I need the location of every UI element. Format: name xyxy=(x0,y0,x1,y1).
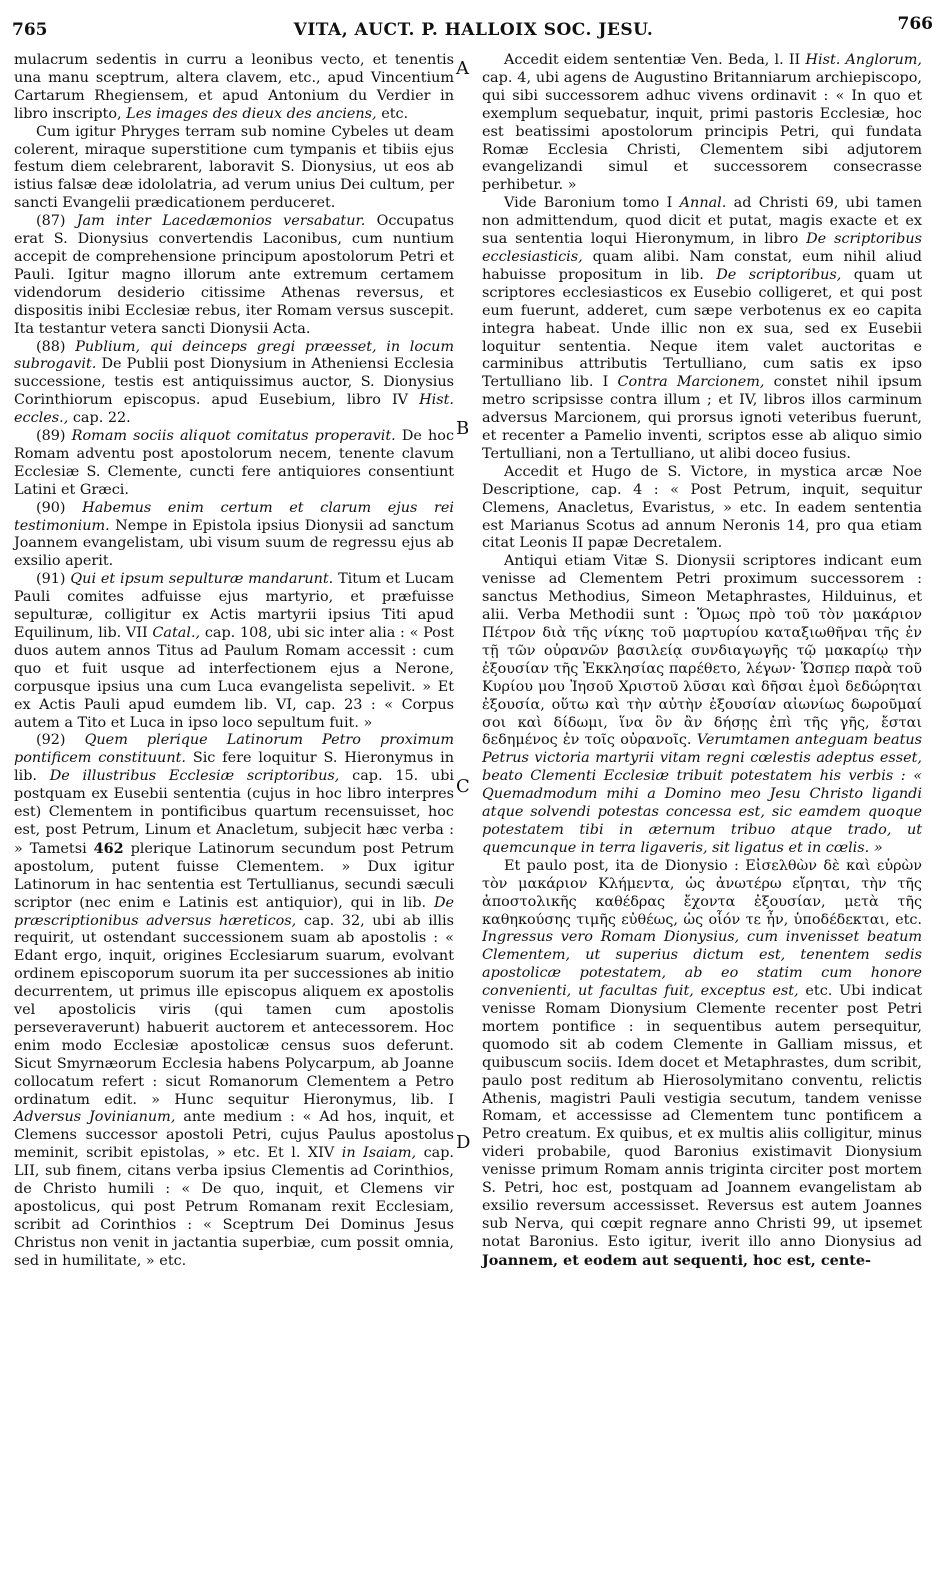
note-90: (90) Habemus enim certum et clarum ejus rei testimonium. Nempe in Epistola ipsius Dionysii ad sanctum Joannem evangelistam, ubi visum suum de regressu ejus ab exsilio aperit. xyxy=(14,499,454,570)
greek-quotation: Ὅμως πρὸ τοῦ τὸν μακάριον Πέτρον διὰ τῆς νίκης τοῦ μαρτυρίου καταξιωθῆναι τῆς ἐν τῇ τῶν οὐρανῶν βασιλείᾳ συνδιαγωγῆς τῷ μακαρίῳ τὴν ἐξουσίαν τῆς Ἐκκλησίας παρέθετο, λέγων· Ὥσπερ παρὰ τοῦ Κυρίου μου Ἰησοῦ Χριστοῦ λῦσαι καὶ δῆσαι ἐμοὶ δεδώρηται ἐξουσία, οὕτω καὶ τὴν αὐτὴν ἐξουσίαν αἰωνίως δωροῦμαί σοι καὶ δίδωμι, ἵνα ὃν ἂν δήσῃς ἐπὶ τῆς γῆς, ἔσται δεδημένος ἐν τοῖς οὐρανοῖς. xyxy=(482,607,923,749)
margin-letter-c: C xyxy=(456,776,470,797)
page-number-left: 765 xyxy=(12,20,48,40)
paragraph: Et paulo post, ita de Dionysio : Εἰσελθὼν δὲ καὶ εὑρὼν τὸν μακάριον Κλήμεντα, ὡς ἀνωτέρω εἴρηται, τὴν τῆς ἀποστολικῆς καθέδρας ἔχοντα ἐξουσίαν, μετὰ τῆς καθηκούσης τιμῆς εὐθέως, ὡς οἷόν τε ἦν, ὑποδέδεκται, etc. Ingressus vero Romam Dionysius, cum invenisset beatum Clementem, ut superius dictum est, tenentem sedis apostolicæ potestatem, ab eo statim cum honore convenienti, ut facultas fuit, exceptus est, etc. Ubi indicat venisse Romam Dionysium Clemente recenter post Petri mortem pontifice : in sequentibus autem persequitur, quomodo sit ab codem Clemente in Galliam missus, et quibuscum sociis. Idem docet et Metaphrastes, dum scribit, paulo post reditum ab Hierosolymitano conventu, relictis Athenis, magistri Pauli vestigia secutum, tandem venisse Romam, et accessisse ad Clementem tunc pontificem a Petro creatum. Ex quibus, et ex multis aliis colligitur, minus videri probabile, quod Baronius existimavit Dionysium venisse primum Romam annis triginta circiter post mortem S. Petri, hoc est, postquam ad Joannem evangelistam ab exsilio reversum accessisset. Reversus est autem Joannes sub Nerva, qui cœpit regnare anno Christi 99, ut ipsemet notat Baronius. Esto igitur, iverit illo anno Dionysius ad Joannem, et eodem aut sequenti, hoc est, cente- xyxy=(482,857,923,1269)
paragraph: Antiqui etiam Vitæ S. Dionysii scriptores indicant eum venisse ad Clementem Petri proximum successorem : sanctus Methodius, Simeon Metaphrastes, Hilduinus, et alii. Verba Methodii sunt : Ὅμως πρὸ τοῦ τὸν μακάριον Πέτρον διὰ τῆς νίκης τοῦ μαρτυρίου καταξιωθῆναι τῆς ἐν τῇ τῶν οὐρανῶν βασιλείᾳ συνδιαγωγῆς τῷ μακαρίῳ τὴν ἐξουσίαν τῆς Ἐκκλησίας παρέθετο, λέγων· Ὥσπερ παρὰ τοῦ Κυρίου μου Ἰησοῦ Χριστοῦ λῦσαι καὶ δῆσαι ἐμοὶ δεδώρηται ἐξουσία, οὕτω καὶ τὴν αὐτὴν ἐξουσίαν αἰωνίως δωροῦμαί σοι καὶ δίδωμι, ἵνα ὃν ἂν δήσῃς ἐπὶ τῆς γῆς, ἔσται δεδημένος ἐν τοῖς οὐρανοῖς. Verumtamen anteguam beatus Petrus victoria martyrii vitam regni cœlestis adeptus esset, beato Clementi Ecclesiæ tribuit potestatem his verbis : « Quemadmodum mihi a Domino meo Jesu Christo ligandi atque solvendi potestas concessa est, sic eamdem quoque potestatem tibi in æternum tribuo atque trado, ut quemcunque in terra ligaveris, sit ligatus et in cœlis. » xyxy=(482,553,923,856)
note-87: (87) Jam inter Lacedæmonios versabatur. Occupatus erat S. Dionysius convertendis Laconibus, cum nuntium accepit de comprehensione principum apostolorum Petri et Pauli. Igitur magno illorum ante extremum certamem videndorum desiderio citissime Athenas reversus, et dispositis inibi Ecclesiæ rebus, iter Romam versus suscepit. Ita testantur vetera sancti Dionysii Acta. xyxy=(14,213,454,337)
margin-letter-d: D xyxy=(456,1132,471,1153)
paragraph: Vide Baronium tomo I Annal. ad Christi 69, ubi tamen non admittendum, quod dicit et putat, magis exacte et ex sua sententia loqui Hieronymum, in libro De scriptoribus ecclesiasticis, quam alibi. Nam constat, eum nihil aliud habuisse propositum in lib. De scriptoribus, quam ut scriptores ecclesiasticos ex Eusebio colligeret, et qui post eum fuerunt, adderet, cum sæpe verbotenus ex eo capita integra habeat. Unde illic non ex sua, sed ex Eusebii loquitur sententia. Neque item valet auctoritas e carminibus attributis Tertulliano, cum satis ex ipso Tertulliano lib. I Contra Marcionem, constet nihil ipsum metro scripsisse contra illum ; et IV, libros illos carminum adversus Marcionem, qui prorsus ignoti veteribus fuerunt, et recenter a Pamelio inventi, scriptos esse ab aliquo simio Tertulliani, non a Tertulliano, ut alibi doceo fusius. xyxy=(482,195,923,462)
page-number-right: 766 xyxy=(897,14,933,34)
left-column xyxy=(14,52,454,1271)
paragraph: Accedit eidem sententiæ Ven. Beda, l. II Hist. Anglorum, cap. 4, ubi agens de Augustino Britanniarum archiepiscopo, qui sibi successorem adhuc vivens ordinavit : « In quo et exemplum sequebatur, inquit, primi pastoris Ecclesiæ, hoc est beatissimi apostolorum principis Petri, qui fundata Romæ Ecclesia Christi, Clementem sibi adjutorem evangelizandi simul et successorem consecrasse perhibetur. » xyxy=(482,52,922,194)
right-column xyxy=(482,52,922,1271)
note-89: (89) Romam sociis aliquot comitatus properavit. De hoc Romam adventu post apostolorum necem, tenente clavum Ecclesiæ S. Clemente, cuncti fere antiquiores consentiunt Latini et Græci. xyxy=(14,428,455,498)
note-88: (88) Publium, qui deinceps gregi præesset, in locum subrogavit. De Publii post Dionysium in Atheniensi Ecclesia successione, testis est antiquissimus auctor, S. Dionysius Corinthiorum episcopus. apud Eusebium, libro IV Hist. eccles., cap. 22. xyxy=(14,338,455,427)
running-header xyxy=(0,14,947,44)
note-91: (91) Qui et ipsum sepulturæ mandarunt. Titum et Lucam Pauli comites adfuisse ejus martyrio, et præfuisse sepulturæ, colligitur ex Actis martyrii ipsius Titi apud Equilinum, lib. VII Catal., cap. 108, ubi sic inter alia : « Post duos autem annos Titus ad Paulum Romam accessit : cum quo et fuit usque ad interfectionem ejus a Nerone, corpusque ipsius una cum Luca evangelista sepelivit. » Et ex Actis Pauli apud eumdem lib. VI, cap. 23 : « Corpus autem a Tito et Luca in ipso loco sepultum fuit. » xyxy=(14,571,455,731)
margin-letter-b: B xyxy=(456,418,470,439)
column-number: 462 xyxy=(93,839,124,857)
paragraph: Cum igitur Phryges terram sub nomine Cybeles ut deam colerent, miraque superstitione cum tympanis et tibiis ejus festum diem celebrarent, laboravit S. Dionysius, ut eos ab istius falsæ deæ idololatria, ad verum unius Dei cultum, per sancti Evangelii prædicationem perduceret. xyxy=(14,123,454,212)
greek-quotation: Εἰσελθὼν δὲ καὶ εὑρὼν τὸν μακάριον Κλήμεντα, ὡς ἀνωτέρω εἴρηται, τὴν τῆς ἀποστολικῆς καθέδρας ἔχοντα ἐξουσίαν, μετὰ τῆς καθηκούσης τιμῆς εὐθέως, ὡς οἷόν τε ἦν, ὑποδέδεκται, xyxy=(482,857,923,928)
paragraph: mulacrum sedentis in curru a leonibus vecto, et tenentis una manu sceptrum, altera clavem, etc., apud Vincentium Cartarum Rhegiensem, et apud Antonium du Verdier in libro inscripto, Les images des dieux des anciens, etc. xyxy=(14,52,454,122)
paragraph: Accedit et Hugo de S. Victore, in mystica arcæ Noe Descriptione, cap. 4 : « Post Petrum, inquit, sequitur Clemens, Anacletus, Evaristus, » etc. In eadem sententia est Marianus Scotus ad annum Neronis 14, pro qua etiam citat Leonis II papæ Decretalem. xyxy=(482,463,922,552)
note-92: (92) Quem plerique Latinorum Petro proximum pontificem constituunt. Sic fere loquitur S. Hieronymus in lib. De illustribus Ecclesiæ scriptoribus, cap. 15. ubi postquam ex Eusebii sententia (cujus in hoc libro interpres est) Clementem in pontificibus quartum recensuisset, hoc est, post Petrum, Linum et Anacletum, subjecit hæc verba : » Tametsi 462 plerique Latinorum secundum post Petrum apostolum, putent fuisse Clementem. » Dux igitur Latinorum in hac sententia est Tertullianus, secundi sæculi scriptor (nec enim e Latinis est antiquior), qui in lib. De præscriptionibus adversus hæreticos, cap. 32, ubi ab illis requirit, ut ostendant successionem suam ab apostolis : « Edant ergo, inquit, origines Ecclesiarum suarum, evolvant ordinem episcoporum suorum ita per successiones ab initio decurrentem, ut primus ille episcopus aliquem ex apostolis vel apostolicis viris (qui tamen cum apostolis perseveraverunt) habuerit auctorem et antecessorem. Hoc enim modo Ecclesiæ apostolicæ census suos deferunt. Sicut Smyrnæorum Ecclesia habens Polycarpum, ab Joanne collocatum refert : sicut Romanorum Clementem a Petro ordinatum edit. » Hunc sequitur Hieronymus, lib. I Adversus Jovinianum, ante medium : « Ad hos, inquit, et Clemens successor apostoli Petri, cujus Paulus apostolus meminit, scribit epistolas, » etc. Et l. XIV in Isaiam, cap. LII, sub finem, citans verba ipsius Clementis ad Corinthios, de Christo humili : « De quo, inquit, et Clemens vir apostolicus, qui post Petrum Romanam rexit Ecclesiam, scribit ad Corinthios : « Sceptrum Dei Dominus Jesus Christus non venit in jactantia superbiæ, cum possit omnia, sed in humilitate, » etc. xyxy=(14,732,455,1269)
margin-letter-a: A xyxy=(456,58,469,79)
running-title: VITA, AUCT. P. HALLOIX SOC. JESU. xyxy=(293,20,654,40)
